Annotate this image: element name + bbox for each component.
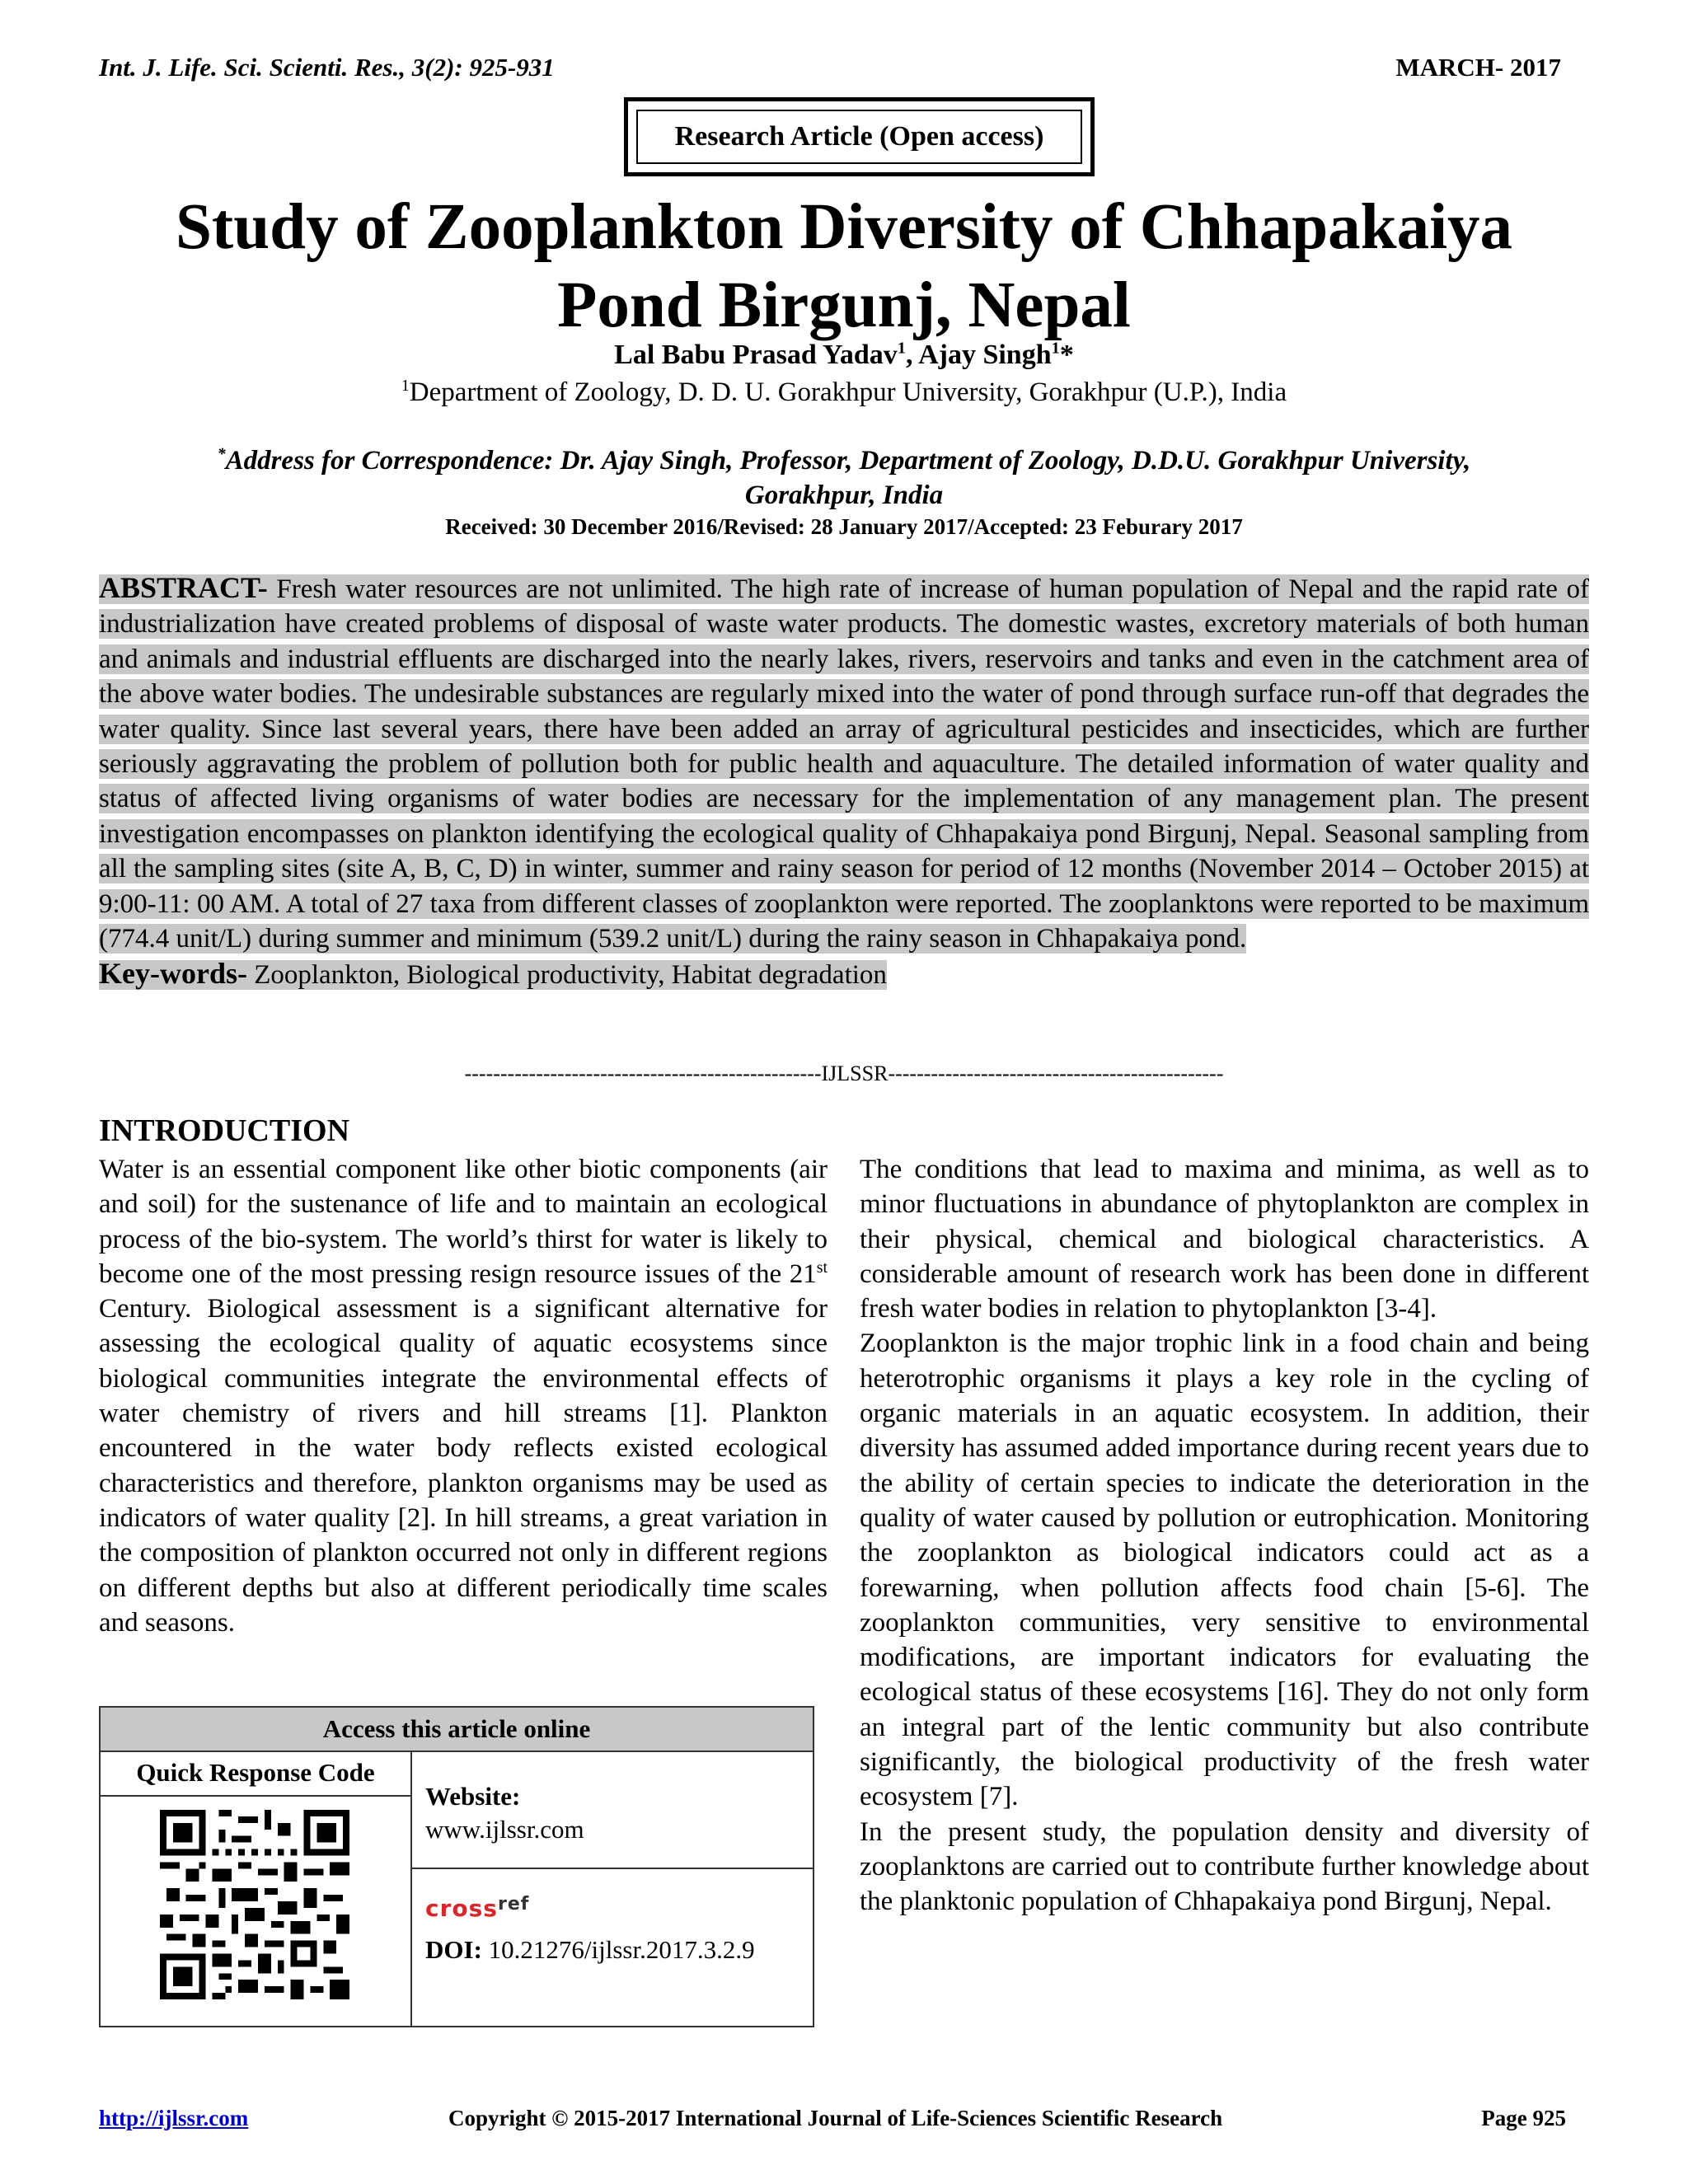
intro-right-column xyxy=(860,1152,1589,1919)
page-number: Page 925 xyxy=(1481,2106,1566,2130)
doi-label: DOI: xyxy=(425,1935,482,1964)
affiliation-mark: 1 xyxy=(401,377,410,395)
website-label: Website: xyxy=(425,1782,521,1811)
keywords-text: Zooplankton, Biological productivity, Habitat degradation xyxy=(246,960,887,991)
issue-date: MARCH- 2017 xyxy=(1395,53,1561,82)
article-type-badge xyxy=(624,97,1095,176)
introduction-heading: INTRODUCTION xyxy=(99,1113,350,1148)
section-divider: --------------------------------------------------IJLSSR----------------------------------------------- xyxy=(464,1062,1224,1085)
crossref-logo-icon xyxy=(425,1894,529,1922)
journal-website-link[interactable]: http://ijlssr.com xyxy=(99,2106,249,2130)
website-url-link[interactable]: www.ijlssr.com xyxy=(425,1815,584,1844)
keywords-label: Key-words- xyxy=(99,957,247,991)
correspondence xyxy=(99,443,1589,513)
submission-dates: Received: 30 December 2016/Revised: 28 January 2017/Accepted: 23 Feburary 2017 xyxy=(445,514,1243,539)
article-type-label: Research Article (Open access) xyxy=(636,110,1082,164)
abstract-text: Fresh water resources are not unlimited. The high rate of increase of human population of Nepal and the rapid rate of industrialization have created problems of disposal of waste water products. The domestic wastes, excretory materials of both human and animals and industrial effluents are discharged into the nearly lakes, rivers, reservoirs and tanks and even in the catchment area of the above water bodies. The undesirable substances are regularly mixed into the water of pond through surface run-off that degrades the water quality. Since last several years, there have been added an array of agricultural pesticides and insecticides, which are further seriously aggravating the problem of pollution both for public health and aquaculture. The detailed information of water quality and status of affected living organisms of water bodies are necessary for the implementation of any management plan. The present investigation encompasses on plankton identifying the ecological quality of Chhapakaiya pond Birgunj, Nepal. Seasonal sampling from all the sampling sites (site A, B, C, D) in winter, summer and rainy season for period of 12 months (November 2014 – October 2015) at 9:00-11: 00 AM. A total of 27 taxa from different classes of zooplankton were reported. The zooplanktons were reported to be maximum (774.4 unit/L) during summer and minimum (539.2 unit/L) during the rainy season in Chhapakaiya pond. xyxy=(99,574,1589,954)
title-line-1: Study of Zooplankton Diversity of Chhapakaiya xyxy=(175,191,1513,263)
qr-label: Quick Response Code xyxy=(101,1750,410,1797)
title-line-2: Pond Birgunj, Nepal xyxy=(557,269,1131,341)
correspondence-line-2: Gorakhpur, India xyxy=(744,480,944,510)
intro-p1-start: Water is an essential component like other biotic components (air and soil) for the sustenance of life and to maintain an ecological process of the bio-system. The world’s thirst for water is likely to become one of the most pressing resign resource issues of the 21 xyxy=(99,1155,828,1289)
crossref-logo-main: cross xyxy=(425,1895,498,1922)
corresponding-mark: * xyxy=(1059,340,1074,370)
intro-p1-end: Century. Biological assessment is a significant alternative for assessing the ecological quality of aquatic ecosystems since biological communities integrate the environmental effects of water chemistry of rivers and hill streams [1]. Plankton encountered in the water body reflects existed ecological characteristics and therefore, plankton organisms may be used as indicators of water quality [2]. In hill streams, a great variation in the composition of plankton occurred not only in different regions on different depths but also at different periodically time scales and seasons. xyxy=(99,1294,828,1638)
access-box-heading: Access this article online xyxy=(101,1708,813,1752)
paper-title xyxy=(82,188,1606,344)
copyright-notice: Copyright © 2015-2017 International Journal of Life-Sciences Scientific Research xyxy=(448,2106,1223,2130)
doi-line xyxy=(425,1935,755,1965)
affiliation xyxy=(82,377,1606,408)
doi-link[interactable]: 10.21276/ijlssr.2017.3.2.9 xyxy=(481,1935,755,1964)
affiliation-text: Department of Zoology, D. D. U. Gorakhpur University, Gorakhpur (U.P.), India xyxy=(409,377,1287,407)
qr-code-icon[interactable] xyxy=(160,1810,349,1999)
abstract-label: ABSTRACT- xyxy=(99,571,268,604)
correspondence-mark: * xyxy=(217,445,226,463)
intro-paragraph-1 xyxy=(99,1152,828,1640)
author-1: Lal Babu Prasad Yadav xyxy=(614,340,898,370)
intro-paragraph-4: In the present study, the population density and diversity of zooplanktons are carried out to contribute further knowledge about the planktonic population of Chhapakaiya pond Birgunj, Nepal. xyxy=(860,1816,1589,1917)
correspondence-line-1: Address for Correspondence: Dr. Ajay Singh, Professor, Department of Zoology, D.D.U. Gorakhpur University, xyxy=(225,446,1471,476)
author-list xyxy=(82,340,1606,371)
ordinal-suffix: st xyxy=(816,1258,828,1277)
intro-paragraph-3: Zooplankton is the major trophic link in a food chain and being heterotrophic organisms it plays a key role in the cycling of organic materials in an aquatic ecosystem. In addition, their diversity has assumed added importance during recent years due to the ability of certain species to indicate the deterioration in the quality of water caused by pollution or eutrophication. Monitoring the zooplankton as biological indicators could act as a forewarning, when pollution affects food chain [5-6]. The zooplankton communities, very sensitive to environmental modifications, are important indicators for evaluating the ecological status of these ecosystems [16]. They do not only form an integral part of the lentic community but also contribute significantly, the biological productivity of the fresh water ecosystem [7]. xyxy=(860,1329,1589,1812)
author-1-affil: 1 xyxy=(897,339,906,358)
crossref-logo-sup: ref xyxy=(497,1894,530,1915)
journal-citation: Int. J. Life. Sci. Scienti. Res., 3(2): 925-931 xyxy=(99,53,555,82)
author-2: Ajay Singh xyxy=(918,340,1052,370)
author-sep: , xyxy=(905,340,919,370)
author-2-affil: 1 xyxy=(1051,339,1060,358)
intro-paragraph-2: The conditions that lead to maxima and minima, as well as to minor fluctuations in abundance of phytoplankton are complex in their physical, chemical and biological characteristics. A considerable amount of research work has been done in different fresh water bodies in relation to phytoplankton [3-4]. xyxy=(860,1155,1589,1324)
access-article-box xyxy=(99,1706,814,2027)
abstract xyxy=(99,570,1589,993)
intro-left-column xyxy=(99,1152,828,1640)
